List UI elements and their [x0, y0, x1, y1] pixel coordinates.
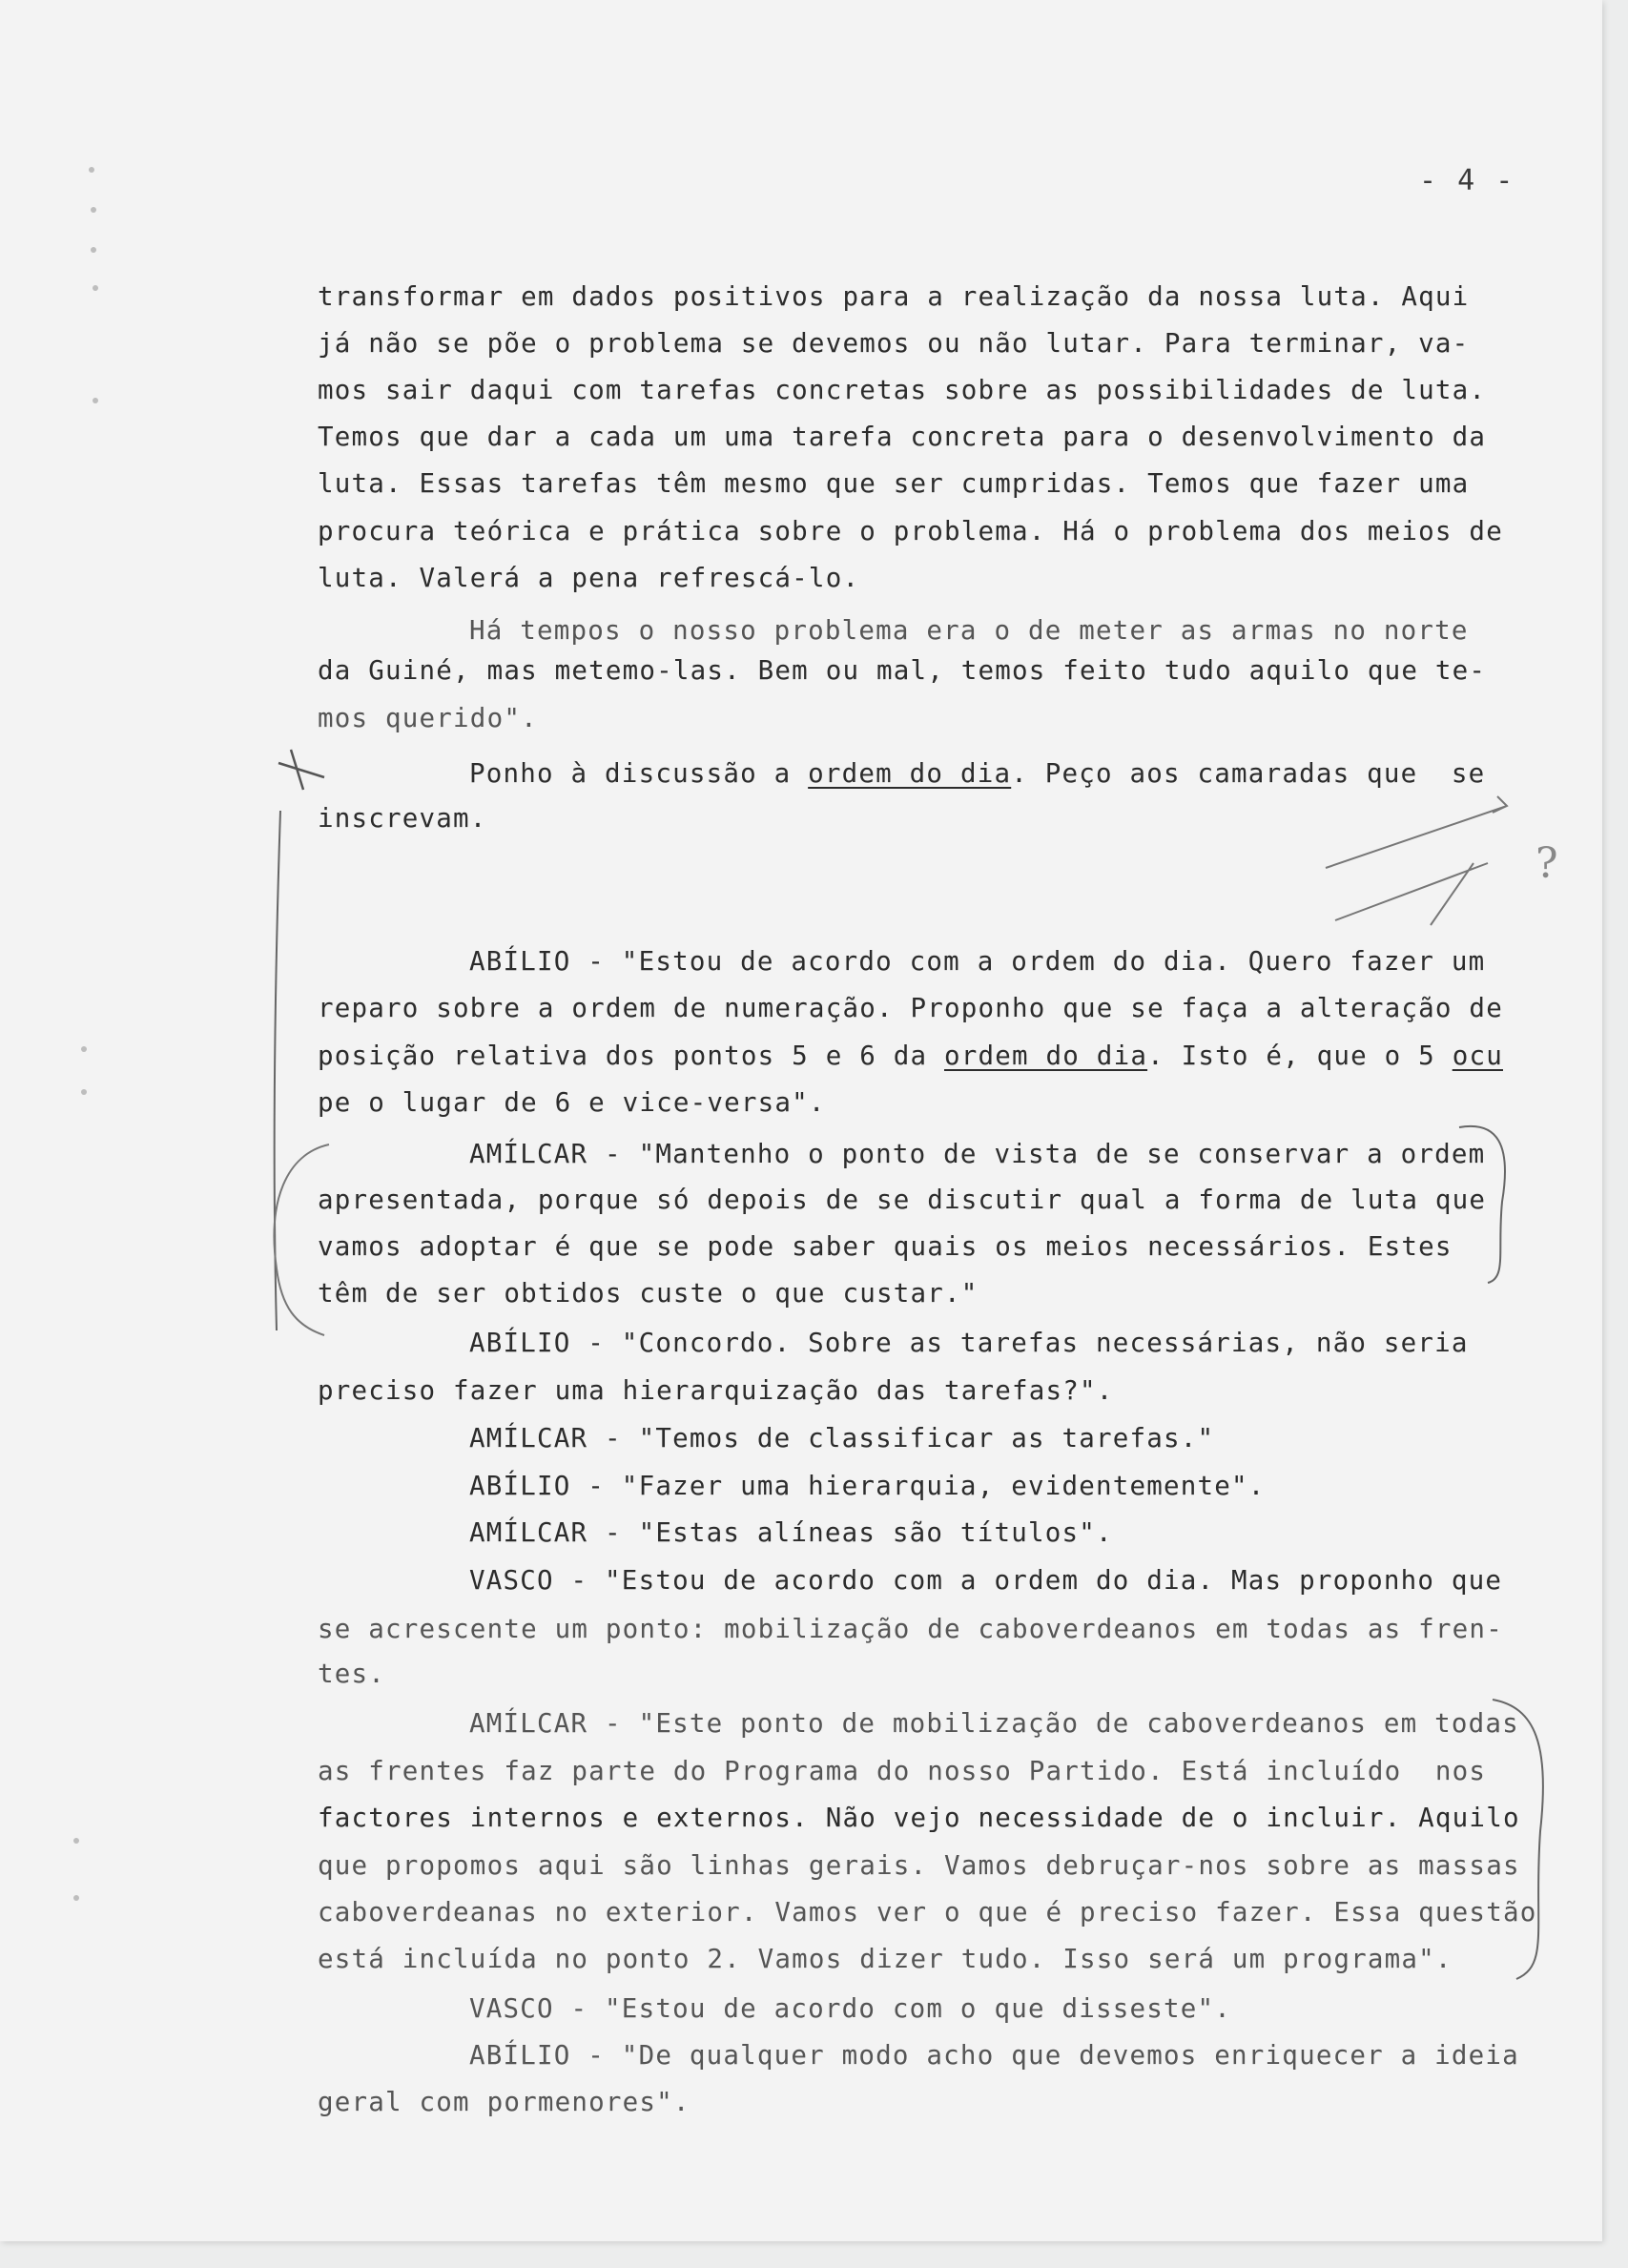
margin-x-mark	[278, 750, 324, 790]
text-line: se acrescente um ponto: mobilização de caboverdeanos em todas as fren-	[318, 1614, 1503, 1644]
text-line: as frentes faz parte do Programa do nosso Partido. Está incluído nos	[318, 1756, 1487, 1786]
text-line: mos sair daqui com tarefas concretas sobre as possibilidades de luta.	[318, 375, 1487, 405]
text-segment: posição relativa dos pontos 5 e 6 da	[318, 1041, 944, 1071]
margin-vertical-line	[275, 811, 280, 1330]
text-line: preciso fazer uma hierarquização das tarefas?".	[318, 1375, 1114, 1406]
text-line: tes.	[318, 1659, 386, 1689]
speaker-line: AMÍLCAR - "Este ponto de mobilização de caboverdeanos em todas	[469, 1708, 1519, 1739]
bracket-amilcar-4-right	[1493, 1700, 1543, 1979]
text-line: apresentada, porque só depois de se discutir qual a forma de luta que	[318, 1185, 1487, 1215]
text-segment: . Peço aos camaradas que se	[1011, 758, 1486, 789]
text-line: pe o lugar de 6 e vice-versa".	[318, 1087, 826, 1118]
text-line: caboverdeanas no exterior. Vamos ver o que é preciso fazer. Essa questão	[318, 1897, 1537, 1928]
text-line: luta. Valerá a pena refrescá-lo.	[318, 563, 860, 593]
punch-holes	[73, 167, 98, 1901]
text-line: Há tempos o nosso problema era o de meter as armas no norte	[469, 615, 1469, 646]
text-line: da Guiné, mas metemo-las. Bem ou mal, temos feito tudo aquilo que te-	[318, 655, 1487, 686]
text-line: transformar em dados positivos para a realização da nossa luta. Aqui	[318, 281, 1470, 312]
text-segment: Ponho à discussão a	[469, 758, 809, 789]
speaker-line: AMÍLCAR - "Estas alíneas são títulos".	[469, 1517, 1113, 1548]
underlined-text: ordem do dia	[944, 1041, 1148, 1071]
text-line: vamos adoptar é que se pode saber quais os meios necessários. Estes	[318, 1231, 1453, 1262]
text-line: factores internos e externos. Não vejo necessidade de o incluir. Aquilo	[318, 1803, 1520, 1833]
speaker-line: AMÍLCAR - "Mantenho o ponto de vista de se conservar a ordem	[469, 1139, 1486, 1169]
text-line: está incluída no ponto 2. Vamos dizer tudo. Isso será um programa".	[318, 1944, 1453, 1974]
question-mark-annotation: ?	[1535, 839, 1558, 888]
speaker-line: ABÍLIO - "De qualquer modo acho que devemos enriquecer a ideia	[469, 2040, 1519, 2071]
text-line: luta. Essas tarefas têm mesmo que ser cumpridas. Temos que fazer uma	[318, 468, 1470, 499]
underlined-text: ocu	[1452, 1041, 1503, 1071]
page-number: - 4 -	[1419, 164, 1515, 197]
margin-arrow-mark	[1326, 796, 1507, 925]
text-line: têm de ser obtidos custe o que custar."	[318, 1278, 979, 1309]
text-line: que propomos aqui são linhas gerais. Vamos debruçar-nos sobre as massas	[318, 1850, 1520, 1881]
text-line: Temos que dar a cada um uma tarefa concreta para o desenvolvimento da	[318, 422, 1487, 452]
text-line: mos querido".	[318, 703, 538, 733]
speaker-line: ABÍLIO - "Estou de acordo com a ordem do dia. Quero fazer um	[469, 946, 1486, 977]
speaker-line: VASCO - "Estou de acordo com a ordem do dia. Mas proponho que	[469, 1565, 1503, 1596]
text-line: geral com pormenores".	[318, 2087, 690, 2117]
text-line: reparo sobre a ordem de numeração. Proponho que se faça a alteração de	[318, 993, 1503, 1023]
text-line: já não se põe o problema se devemos ou não lutar. Para terminar, va-	[318, 328, 1470, 359]
text-segment: . Isto é, que o 5	[1147, 1041, 1453, 1071]
speaker-line: AMÍLCAR - "Temos de classificar as tarefas."	[469, 1423, 1215, 1454]
speaker-line: ABÍLIO - "Concordo. Sobre as tarefas necessárias, não seria	[469, 1328, 1469, 1358]
speaker-line: ABÍLIO - "Fazer uma hierarquia, evidentemente".	[469, 1471, 1266, 1501]
underlined-text: ordem do dia	[808, 758, 1012, 789]
text-line: inscrevam.	[318, 803, 487, 834]
text-line	[318, 1039, 1503, 1073]
speaker-line: VASCO - "Estou de acordo com o que disseste".	[469, 1993, 1232, 2024]
text-line	[469, 756, 1485, 791]
text-line: procura teórica e prática sobre o problema. Há o problema dos meios de	[318, 516, 1503, 546]
